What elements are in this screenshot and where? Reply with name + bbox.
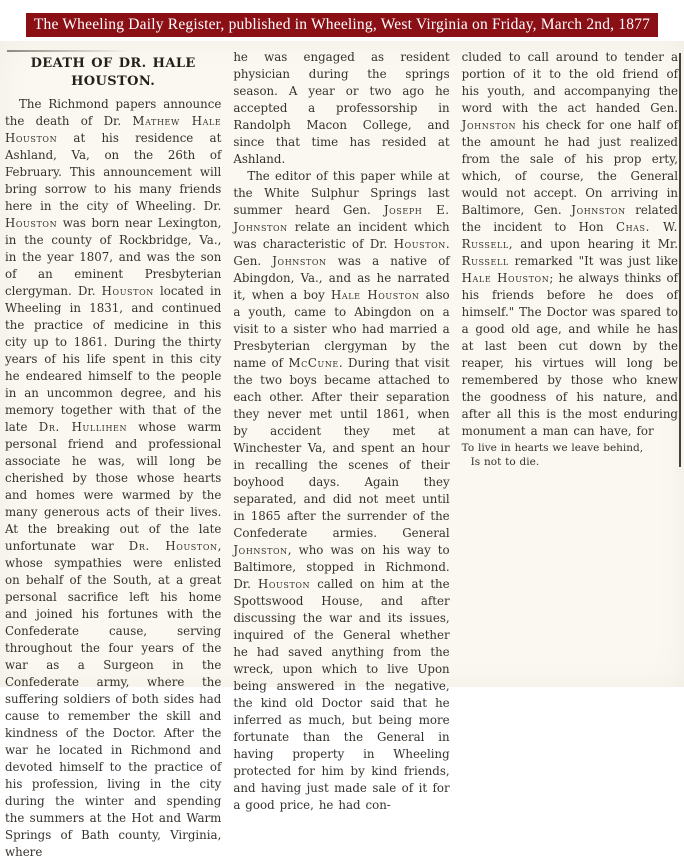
verse-line-2: Is not to die. — [470, 456, 540, 468]
person-name: Joseph E. Johnston — [233, 203, 450, 234]
article-paragraph: cluded to call around to tender a portion of it to the old friend of his youth, and accompanying the word with the act handed Gen. Johnston his check for one half of the amount he had just realized from the sale of his prop erty, which, of course, the General would not accept. On arriving in Baltimore, Gen. Johnston related the incident to Hon Chas. W. Russell, and upon hearing it Mr. Russell remarked "It was just like Hale Houston; he always thinks of his friends before he does of himself." The Doctor was spared to a good old age, and while he has at last been cut down by the reaper, his virtues will long be remembered by those who knew the goodness of his nature, and after all this is the most enduring monument a man can have, for — [461, 50, 678, 438]
person-name: Russell — [461, 254, 509, 268]
headline-top-rule — [7, 50, 132, 52]
article-columns — [0, 41, 684, 861]
person-name: Johnston — [272, 254, 327, 268]
article-paragraph: The editor of this paper while at the White Sulphur Springs last summer heard Gen. Joseph E. Johnston relate an incident which was characteristic of Dr. Houston. Gen. Johnston was a native of Abingdon, Va., and as he narrated it, when a boy Hale Houston also a youth, came to Abingdon on a visit to a sister who had married a Presbyterian clergyman by the name of McCune. During that visit the two boys became attached to each other. After their separation they never met until 1861, when by accident they met at Winchester Va, and spent an hour in recalling the scenes of their boyhood days. Again they separated, and did not meet until in 1865 after the surrender of the Confederate armies. General Johnston, who was on his way to Baltimore, stopped in Richmond. Dr. Houston called on him at the Spottswood House, and after discussing the war and its issues, inquired of the General whether he had saved anything from the wreck, upon which to live Upon being answered in the negative, the kind old Doctor said that he inferred as much, but being more fortunate than the General in having property in Wheeling protected for him by kind friends, and having just made sale of it for a good price, he had con- — [233, 169, 450, 812]
person-name: Dr. Houston — [128, 539, 218, 553]
article-column-2 — [233, 49, 449, 861]
person-name: Mathew Hale Houston — [5, 114, 222, 145]
article-scan — [0, 41, 684, 859]
person-name: Houston — [257, 577, 311, 591]
source-banner: The Wheeling Daily Register, published in Wheeling, West Virginia on Friday, March 2nd, 1877 — [26, 13, 658, 37]
article-paragraph: he was engaged as resident physician during the springs season. A year or two ago he accepted a professorship in Randolph Macon College, and since that time has resided at Ashland. — [233, 50, 450, 166]
article-column-3 — [462, 49, 678, 861]
verse-line-1: To live in hearts we leave behind, — [461, 442, 644, 454]
person-name: Houston — [393, 237, 446, 251]
article-headline: DEATH OF DR. HALE HOUSTON. — [30, 56, 196, 89]
person-name: Houston — [101, 284, 154, 298]
person-name: Johnston — [233, 543, 288, 557]
person-name: Chas. W. Russell — [461, 220, 678, 251]
person-name: Houston — [5, 216, 58, 230]
article-paragraph: The Richmond papers announce the death of Dr. Mathew Hale Houston at his residence at Ashland, Va, on the 26th of February. This announcement will bring sorrow to his many friends here in the city of Wheeling. Dr. Houston was born near Lexington, in the county of Rockbridge, Va., in the year 1807, and was the son of an eminent Presbyterian clergyman. Dr. Houston located in Wheeling in 1831, and continued the practice of medicine in this city up to 1861. During the thirty years of his life spent in this city he endeared himself to the people in an uncommon degree, and his memory together with that of the late Dr. Hullihen whose warm personal friend and professional associate he was, will long be cherished by those whose hearts and homes were warmed by the many generous acts of their lives. At the breaking out of the late unfortunate war Dr. Houston, whose sympathies were enlisted on behalf of the South, at a great personal sacrifice left his home and joined his fortunes with the Confederate cause, serving throughout the four years of the war as a Surgeon in the Confederate army, where the suffering soldiers of both sides had cause to remember the skill and kindness of the Doctor. After the war he located in Richmond and devoted himself to the practice of his profession, living in the city during the winter and spending the summers at the Hot and Warm Springs of Bath county, Virginia, where — [5, 97, 222, 859]
person-name: Johnston — [461, 118, 517, 132]
article-column-1 — [5, 49, 221, 861]
person-name: Johnston — [571, 203, 626, 217]
column-rule — [679, 53, 681, 467]
banner-row — [0, 0, 684, 37]
person-name: Hale Houston — [461, 271, 550, 285]
closing-verse — [462, 441, 678, 469]
person-name: McCune — [288, 356, 339, 370]
person-name: Dr. Hullihen — [38, 420, 128, 434]
person-name: Hale Houston — [330, 288, 420, 302]
